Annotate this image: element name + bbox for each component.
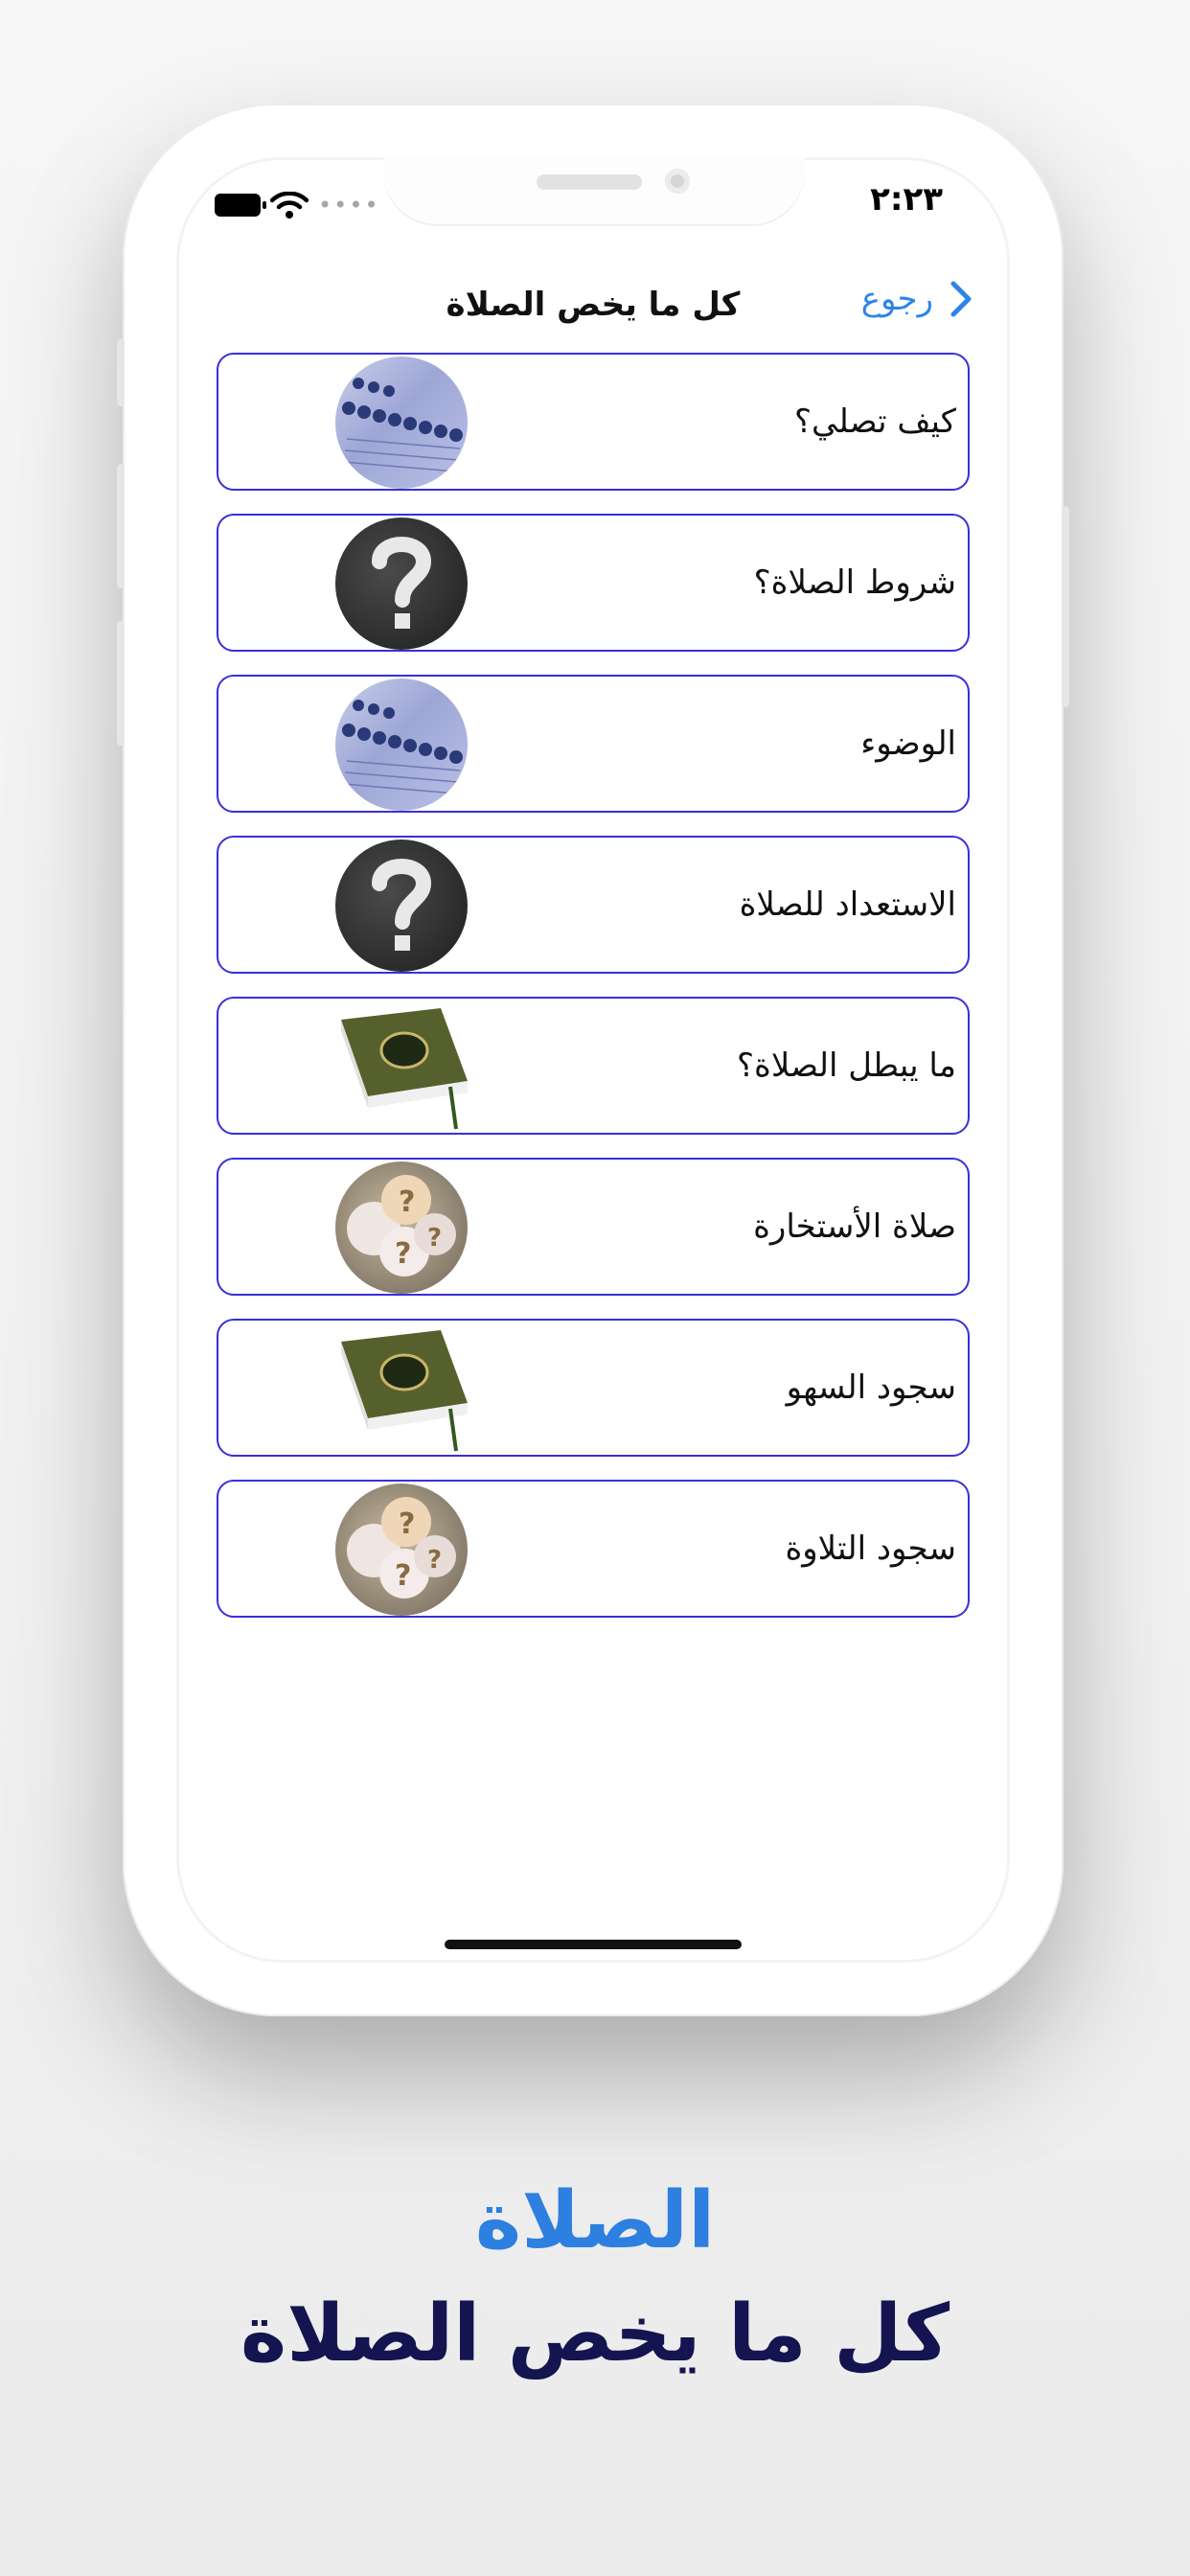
- question-bubbles-icon: [335, 1162, 468, 1294]
- screen: [176, 157, 1010, 1963]
- volume-up-button: [117, 464, 125, 588]
- signal-dots-icon: ••••: [318, 192, 380, 218]
- svg-text:?: ?: [395, 1237, 412, 1271]
- list-item-label: سجود التلاوة: [785, 1530, 956, 1568]
- svg-text:?: ?: [427, 1224, 443, 1253]
- question-mark-icon: [335, 840, 468, 972]
- back-label: رجوع: [860, 280, 933, 318]
- caption-title: الصلاة: [474, 2175, 716, 2266]
- status-icons: [215, 192, 380, 218]
- list-item-label: الاستعداد للصلاة: [739, 886, 956, 924]
- question-mark-icon: [335, 518, 468, 650]
- page-title: كل ما يخص الصلاة: [446, 286, 741, 324]
- svg-text:?: ?: [399, 1507, 416, 1541]
- status-time: ٢:٢٣: [870, 180, 943, 218]
- back-button[interactable]: [861, 280, 973, 318]
- power-button: [1062, 506, 1069, 707]
- caption-subtitle: كل ما يخص الصلاة: [240, 2288, 950, 2380]
- list-item-label: شروط الصلاة؟: [753, 564, 956, 602]
- list-item-label: ما يبطل الصلاة؟: [737, 1046, 956, 1085]
- home-indicator[interactable]: [445, 1940, 742, 1949]
- list-item[interactable]: [217, 836, 970, 974]
- svg-text:?: ?: [395, 1559, 412, 1593]
- mute-switch: [117, 339, 125, 406]
- list-item-label: الوضوء: [860, 724, 956, 763]
- list-item[interactable]: [217, 514, 970, 652]
- chevron-right-icon: [949, 280, 973, 318]
- topic-list: [217, 353, 970, 1641]
- front-camera: [665, 169, 690, 194]
- list-item[interactable]: [217, 1158, 970, 1296]
- svg-text:?: ?: [399, 1185, 416, 1219]
- list-item-label: كيف تصلي؟: [793, 402, 956, 441]
- prayer-beads-icon: [335, 356, 468, 489]
- navigation-bar: [176, 272, 1010, 349]
- list-item[interactable]: [217, 997, 970, 1135]
- list-item-label: سجود السهو: [786, 1368, 956, 1407]
- list-item-label: صلاة الأستخارة: [753, 1208, 956, 1246]
- wifi-icon: [270, 192, 309, 218]
- list-item[interactable]: [217, 675, 970, 813]
- quran-book-icon: [335, 1322, 468, 1455]
- battery-icon: [215, 194, 261, 217]
- notch: [383, 157, 805, 224]
- speaker: [537, 174, 642, 190]
- svg-text:?: ?: [427, 1546, 443, 1575]
- prayer-beads-icon: [335, 678, 468, 811]
- phone-frame: [123, 104, 1064, 2016]
- list-item[interactable]: [217, 1319, 970, 1457]
- list-item[interactable]: [217, 1480, 970, 1618]
- quran-book-icon: [335, 1000, 468, 1133]
- list-item[interactable]: [217, 353, 970, 491]
- question-bubbles-icon: [335, 1484, 468, 1616]
- volume-down-button: [117, 621, 125, 746]
